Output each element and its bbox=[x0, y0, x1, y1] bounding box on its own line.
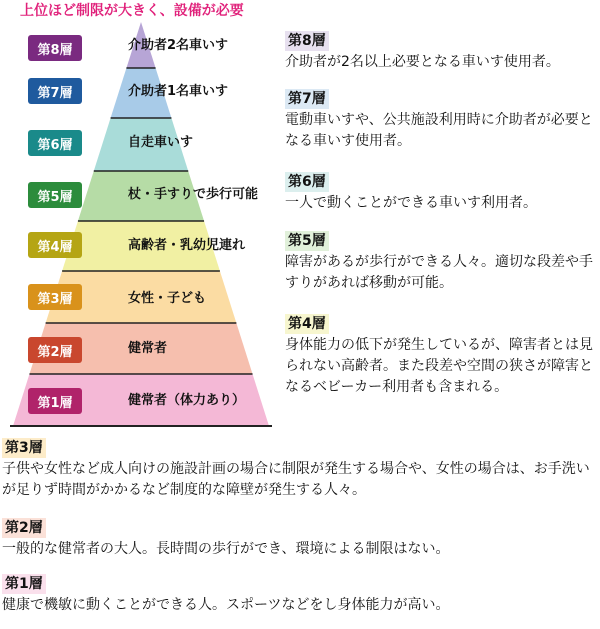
description-bottom-3 bbox=[2, 437, 596, 501]
description-right-8 bbox=[285, 30, 600, 73]
description-text: 一般的な健常者の大人。長時間の歩行ができ、環境による制限はない。 bbox=[2, 541, 450, 557]
description-right-4 bbox=[285, 313, 600, 398]
description-right-5 bbox=[285, 230, 600, 294]
description-text: 介助者が2名以上必要となる車いす使用者。 bbox=[285, 54, 560, 70]
description-text: 電動車いすや、公共施設利用時に介助者が必要となる車いす使用者。 bbox=[285, 112, 593, 149]
description-text: 一人で動くことができる車いす利用者。 bbox=[285, 195, 537, 211]
description-right-7 bbox=[285, 88, 600, 152]
layer-badge-6: 第6層 bbox=[28, 130, 82, 156]
description-heading: 第1層 bbox=[2, 574, 46, 594]
description-heading: 第6層 bbox=[285, 172, 329, 192]
layer-label-8: 介助者2名車いす bbox=[128, 38, 229, 53]
description-text: 子供や女性など成人向けの施設計画の場合に制限が発生する場合や、女性の場合は、お手洗いが足りず時間がかかるなど制度的な障壁が発生する人々。 bbox=[2, 461, 590, 498]
layer-badge-4: 第4層 bbox=[28, 232, 82, 258]
pyramid-diagram bbox=[0, 0, 290, 432]
description-heading: 第7層 bbox=[285, 89, 329, 109]
description-text: 障害があるが歩行ができる人々。適切な段差や手すりがあれば移動が可能。 bbox=[285, 254, 593, 291]
layer-label-5: 杖・手すりで歩行可能 bbox=[128, 187, 259, 202]
layer-badge-5: 第5層 bbox=[28, 182, 82, 208]
description-heading: 第5層 bbox=[285, 231, 329, 251]
layer-label-2: 健常者 bbox=[128, 341, 168, 356]
top-note: 上位ほど制限が大きく、設備が必要 bbox=[20, 3, 244, 19]
layer-badge-7: 第7層 bbox=[28, 78, 82, 104]
layer-label-6: 自走車いす bbox=[128, 135, 194, 150]
description-text: 健康で機敏に動くことができる人。スポーツなどをし身体能力が高い。 bbox=[2, 597, 450, 613]
layer-label-7: 介助者1名車いす bbox=[128, 84, 229, 99]
description-right-6 bbox=[285, 171, 600, 214]
description-bottom-1 bbox=[2, 573, 596, 616]
description-heading: 第3層 bbox=[2, 438, 46, 458]
layer-label-1: 健常者（体力あり） bbox=[128, 393, 246, 408]
description-heading: 第2層 bbox=[2, 518, 46, 538]
description-text: 身体能力の低下が発生しているが、障害者とは見られない高齢者。また段差や空間の狭さが障害となるベビーカー利用者も含まれる。 bbox=[285, 337, 593, 395]
layer-badge-2: 第2層 bbox=[28, 337, 82, 363]
layer-badge-8: 第8層 bbox=[28, 35, 82, 61]
layer-badge-1: 第1層 bbox=[28, 388, 82, 414]
layer-label-4: 高齢者・乳幼児連れ bbox=[128, 238, 246, 253]
description-heading: 第8層 bbox=[285, 31, 329, 51]
layer-badge-3: 第3層 bbox=[28, 284, 82, 310]
layer-label-3: 女性・子ども bbox=[128, 291, 207, 306]
description-bottom-2 bbox=[2, 517, 596, 560]
description-heading: 第4層 bbox=[285, 314, 329, 334]
